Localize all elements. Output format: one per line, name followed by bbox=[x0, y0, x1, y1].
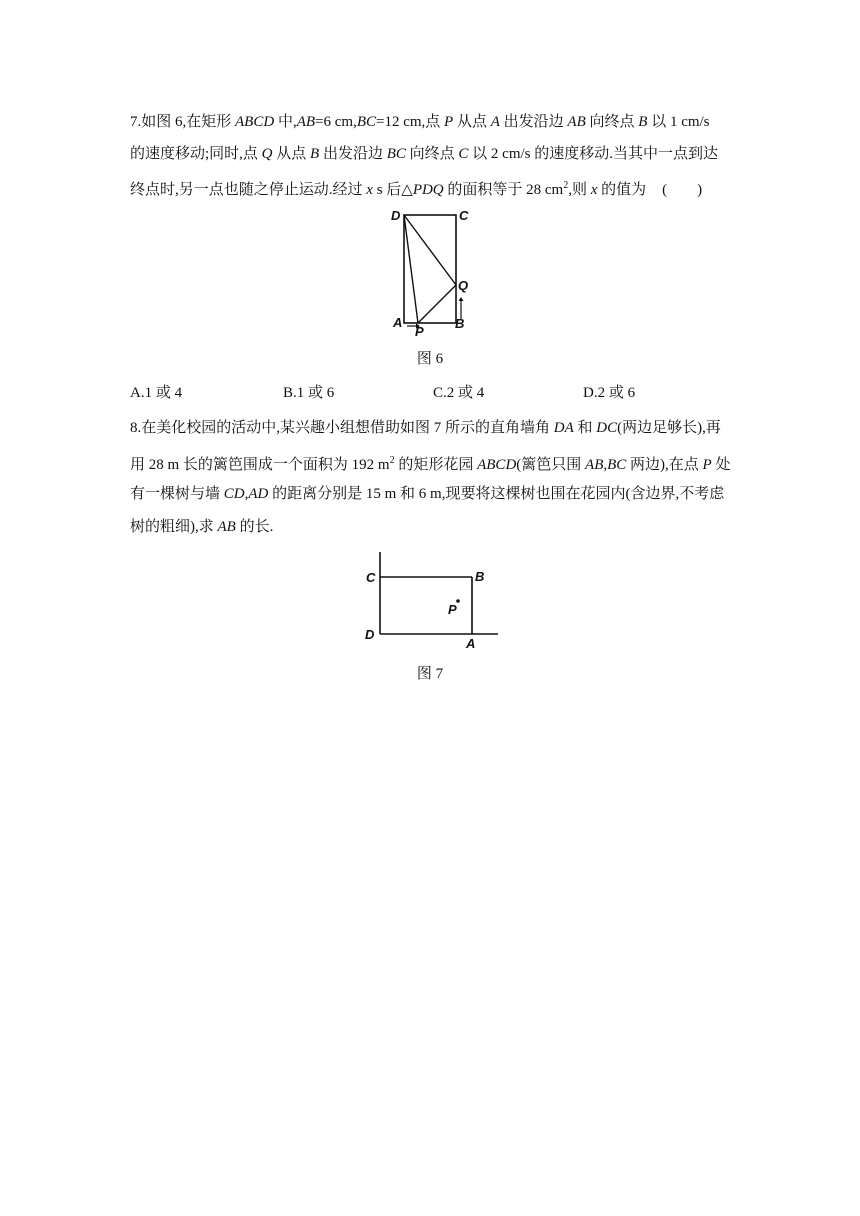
label-a: A bbox=[466, 636, 476, 651]
label-d: D bbox=[391, 208, 401, 223]
q8-line-4: 树的粗细),求 AB 的长. bbox=[130, 519, 274, 535]
q7-line-2: 的速度移动;同时,点 Q 从点 B 出发沿边 BC 向终点 C 以 2 cm/s 的速度移动.当其中一点到达 bbox=[130, 146, 719, 162]
option-b: B.1 或 6 bbox=[283, 385, 335, 401]
q7-line-3: 终点时,另一点也随之停止运动.经过 x s 后△PDQ 的面积等于 28 $cm^2$,则 x 的值为 ( ) bbox=[130, 180, 703, 198]
option-c: C.2 或 4 bbox=[433, 385, 485, 401]
rectangle-abcd bbox=[404, 215, 456, 323]
label-b: B bbox=[475, 569, 485, 584]
option-a: A.1 或 4 bbox=[130, 385, 183, 401]
segment-pq bbox=[418, 285, 456, 323]
figure-7-corner-diagram bbox=[360, 548, 505, 653]
q8-line-2: 用 28 m 长的篱笆围成一个面积为 192 $m^2$ 的矩形花园 ABCD(篱笆只围 AB,BC 两边),在点 P 处 bbox=[130, 455, 731, 473]
label-c: C bbox=[459, 208, 469, 223]
figure-6-rectangle-diagram bbox=[385, 205, 480, 340]
label-c: C bbox=[366, 570, 376, 585]
label-a: A bbox=[393, 315, 403, 330]
q8-line-1: 8.在美化校园的活动中,某兴趣小组想借助如图 7 所示的直角墙角 DA 和 DC(两边足够长),再 bbox=[130, 420, 721, 436]
label-p: P bbox=[415, 324, 424, 339]
q8-line-3: 有一棵树与墙 CD,AD 的距离分别是 15 m 和 6 m,现要将这棵树也围在花园内(含边界,不考虑 bbox=[130, 486, 725, 502]
figure-7-caption: 图 7 bbox=[416, 666, 444, 682]
option-d: D.2 或 6 bbox=[583, 385, 636, 401]
arrow-q-head bbox=[459, 297, 464, 301]
answer-bracket: ( ) bbox=[662, 182, 703, 198]
label-p: P bbox=[448, 602, 457, 617]
figure-6-caption: 图 6 bbox=[416, 351, 444, 367]
tree-point-p bbox=[456, 599, 460, 603]
label-b: B bbox=[455, 316, 465, 331]
q7-line-1: 7.如图 6,在矩形 ABCD 中,AB=6 cm,BC=12 cm,点 P 从点 A 出发沿边 AB 向终点 B 以 1 cm/s bbox=[130, 114, 710, 130]
label-d: D bbox=[365, 627, 375, 642]
label-q: Q bbox=[458, 278, 469, 293]
